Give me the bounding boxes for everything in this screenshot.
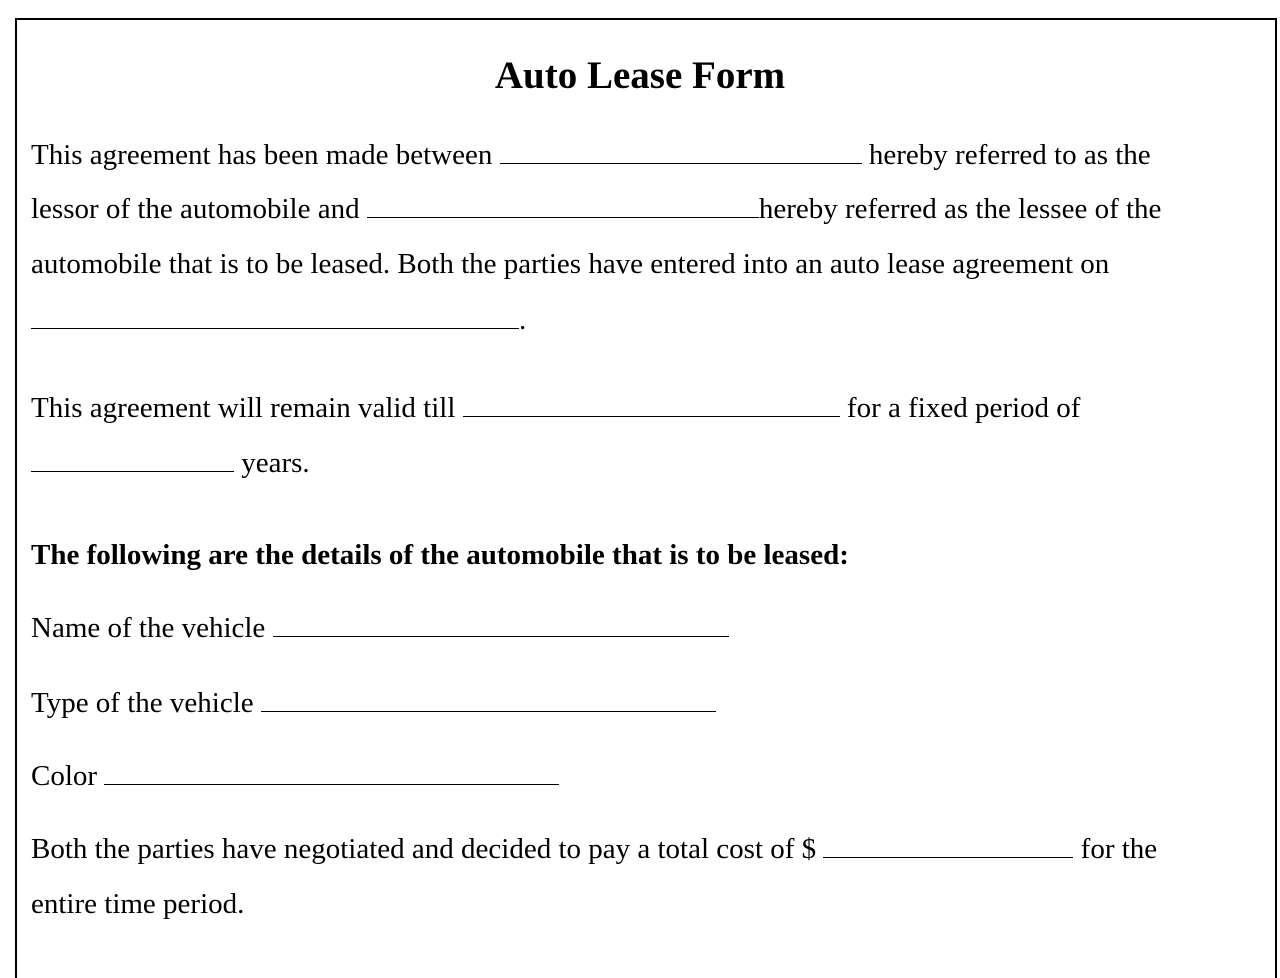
lessee-name-field[interactable] (367, 191, 759, 218)
lessee-reference-text: hereby referred as the lessee of the (758, 193, 1162, 225)
color-row (31, 758, 559, 794)
fixed-period-text: for a fixed period of (846, 392, 1081, 424)
vehicle-type-row (31, 685, 716, 721)
vehicle-type-field[interactable] (261, 685, 716, 712)
period-text: . (519, 304, 527, 336)
color-label: Color (31, 760, 98, 792)
lease-years-field[interactable] (31, 445, 234, 472)
automobile-leased-text: automobile that is to be leased. Both the parties have entered into an auto lease agreement on (31, 248, 1110, 280)
lessor-reference-text: hereby referred to as the (868, 139, 1151, 171)
lessor-name-field[interactable] (500, 137, 862, 164)
paragraph-1-line-4 (31, 302, 526, 338)
paragraph-2-line-2 (31, 445, 310, 481)
paragraph-1-line-1 (31, 137, 1151, 173)
for-the-text: for the (1080, 833, 1158, 865)
valid-till-date-field[interactable] (463, 390, 840, 417)
lessor-of-automobile-text: lessor of the automobile and (31, 193, 360, 225)
agreement-date-field[interactable] (31, 302, 519, 329)
vehicle-name-row (31, 610, 729, 646)
details-heading: The following are the details of the automobile that is to be leased: (31, 539, 849, 571)
total-cost-field[interactable] (823, 831, 1073, 858)
valid-till-text: This agreement will remain valid till (31, 392, 456, 424)
paragraph-2-line-1 (31, 390, 1080, 426)
paragraph-1-line-3 (31, 246, 1109, 282)
paragraph-1-line-2 (31, 191, 1161, 227)
color-field[interactable] (104, 758, 559, 785)
paragraph-3-line-2: entire time period. (31, 888, 245, 920)
vehicle-name-label: Name of the vehicle (31, 612, 266, 644)
agreement-between-text: This agreement has been made between (31, 139, 493, 171)
paragraph-3-line-1 (31, 831, 1157, 867)
total-cost-text: Both the parties have negotiated and decided to pay a total cost of $ (31, 833, 817, 865)
vehicle-type-label: Type of the vehicle (31, 687, 254, 719)
years-text: years. (241, 447, 310, 479)
form-title: Auto Lease Form (494, 54, 786, 97)
vehicle-name-field[interactable] (273, 610, 729, 637)
